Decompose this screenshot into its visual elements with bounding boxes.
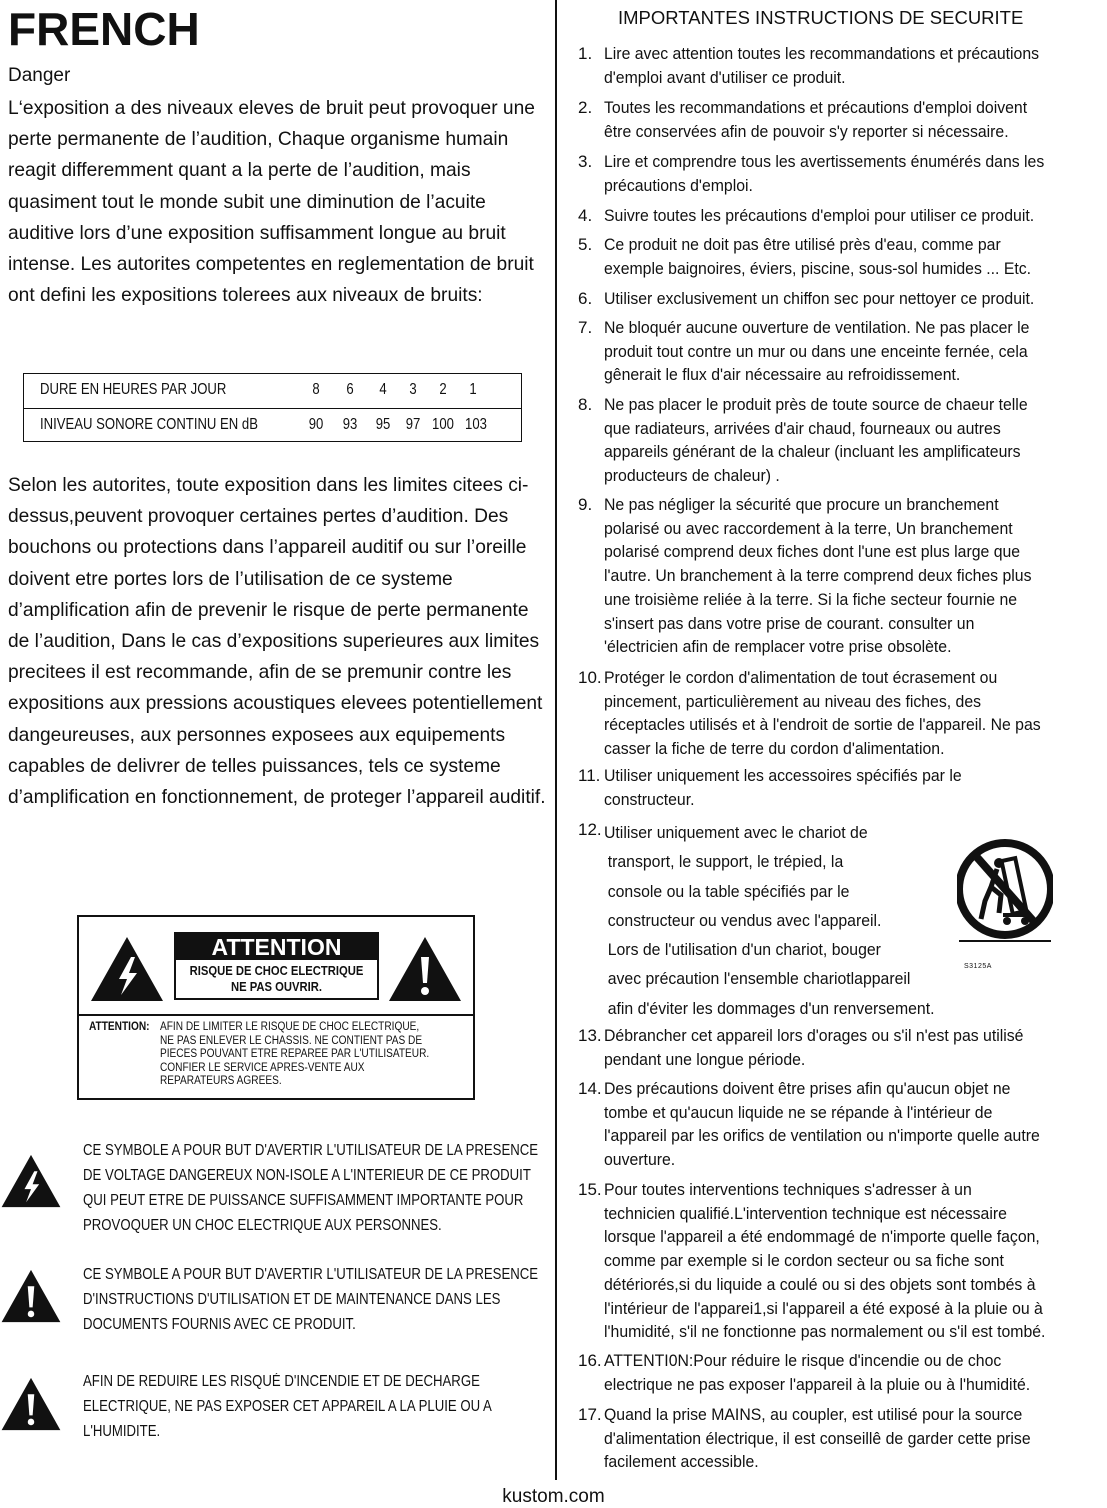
symbol-explanation-text xyxy=(83,1262,539,1337)
instruction-text-line: être conservées afin de pouvoir s'y reporter si nécessaire. xyxy=(604,121,1009,141)
noise-table-cell: 2 xyxy=(439,381,447,398)
instruction-text-line: electrique ne pas exposer l'appareil à la pluie ou à l'humidité. xyxy=(604,1374,1031,1394)
instruction-text-line: exemple baignoires, éviers, piscine, sous-sol humides ... Etc. xyxy=(604,258,1032,278)
instruction-text xyxy=(604,96,1027,143)
instruction-number: 12. xyxy=(578,820,602,839)
instruction-number: 14. xyxy=(578,1079,602,1098)
page-title: FRENCH xyxy=(8,3,200,55)
instruction-text-line: 'électricien afin de remplacer votre prise obsolète. xyxy=(604,637,952,657)
noise-table-cell: 100 xyxy=(432,416,454,433)
danger-label: Danger xyxy=(8,65,71,86)
noise-table-cell: 1 xyxy=(469,381,477,398)
instruction-number: 3. xyxy=(578,152,593,171)
instruction-text-line: ouverture. xyxy=(604,1150,676,1170)
symbol-text-line: QUI PEUT ETRE DE PUISSANCE SUFFISAMMENT IMPORTANTE POUR xyxy=(83,1192,524,1209)
hearing-protection-paragraph: Selon les autorites, toute exposition dans les limites citees ci-dessus,peuvent provoquer certaines pertes d’audition. Des bouchons ou protections dans l’appareil auditif ou sur l’oreille doivent etre portes lors de l’utilisation de ce systeme d’amplification afin de prevenir le risque de perte permanente de l’audition, Dans le cas d’expositions superieures aux limites precitees il est recommande, afin de se premunir contre les expositions aux pressions acoustiques elevees potentiellement dangeureuses, aux personnes exposees aux equipements capables de delivrer de telles puissances, tels ce systeme d’amplification en fonctionnement, de proteger l’appareil auditif. xyxy=(8,475,546,809)
instruction-text xyxy=(604,818,935,1023)
noise-exposure-table xyxy=(23,373,522,442)
symbol-explanation-text xyxy=(83,1369,525,1444)
instruction-text-line: console ou la table spécifiés par le xyxy=(607,881,850,901)
instruction-text-line: d'alimentation électrique, il est conseillê de garder cette prise xyxy=(604,1428,1031,1448)
attention-title: ATTENTION xyxy=(176,934,377,960)
instruction-text xyxy=(604,204,1034,228)
exclamation-triangle-icon xyxy=(0,1268,62,1324)
instruction-text-line: Ne pas négliger la sécurité que procure un branchement xyxy=(604,495,999,514)
instruction-text-line: pincement, particulièrement au niveau des fiches, des xyxy=(604,691,982,711)
electric-shock-warning-box xyxy=(77,915,475,1100)
instruction-text-line: Protéger le cordon d'alimentation de tout écrasement ou xyxy=(604,668,998,687)
symbol-text-line: PROVOQUER UN CHOC ELECTRIQUE AUX PERSONNES. xyxy=(83,1217,442,1234)
instruction-text xyxy=(604,316,1029,387)
noise-table-cell: 4 xyxy=(379,381,387,398)
instruction-text xyxy=(604,1403,1031,1474)
symbol-text-line: CE SYMBOLE A POUR BUT D'AVERTIR L'UTILISATEUR DE LA PRESENCE xyxy=(83,1142,539,1159)
instruction-text-line: polarisé comprend deux fiches dont l'une est plus large que xyxy=(604,542,1021,562)
noise-table-cell: 6 xyxy=(346,381,354,398)
noise-table-hours-row xyxy=(24,374,521,409)
instruction-text-line: Toutes les recommandations et précautions d'emploi doivent xyxy=(604,98,1028,117)
cart-symbol-code: S3125A xyxy=(964,963,992,970)
instruction-text xyxy=(604,1349,1030,1396)
instruction-number: 15. xyxy=(578,1180,602,1199)
instruction-text-line: produit tout contre un mur ou dans une enceinte fernée, cela xyxy=(604,341,1028,361)
warning-text-line: CONFIER LE SERVICE APRES-VENTE AUX xyxy=(160,1061,365,1074)
instruction-text-line: ATTENTI0N:Pour réduire le risque d'incendie ou de choc xyxy=(604,1351,1002,1370)
attention-subtitle-line: RISQUE DE CHOC ELECTRIQUE xyxy=(189,964,364,978)
instruction-text xyxy=(604,150,1044,197)
instruction-text-line: l'intérieur de l'apparei1,si l'appareil a été exposé à la pluie ou à xyxy=(604,1298,1043,1318)
noise-table-cell: 95 xyxy=(375,416,391,433)
instruction-text xyxy=(604,1024,1023,1071)
symbol-text-line: DE VOLTAGE DANGEREUX NON-ISOLE A L'INTERIEUR DE CE PRODUIT xyxy=(83,1167,531,1184)
noise-table-hours-label: DURE EN HEURES PAR JOUR xyxy=(40,381,227,398)
attention-subtitle-line: NE PAS OUVRIR. xyxy=(230,980,323,994)
instruction-text-line: Utiliser uniquement avec le chariot de xyxy=(604,823,868,842)
instruction-number: 16. xyxy=(578,1351,602,1370)
noise-table-cell: 3 xyxy=(409,381,417,398)
instruction-number: 1. xyxy=(578,44,593,63)
attention-subtitle xyxy=(186,963,367,995)
instruction-text xyxy=(604,493,1031,659)
lightning-triangle-icon xyxy=(0,1153,62,1209)
instruction-text xyxy=(604,666,1041,761)
symbol-text-line: D'INSTRUCTIONS D'UTILISATION ET DE MAINTENANCE DANS LES xyxy=(83,1291,501,1308)
warning-text-line: REPARATEURS AGREES. xyxy=(160,1075,282,1087)
instruction-text-line: transport, le support, le trépied, la xyxy=(607,852,844,872)
instruction-text-line: réceptacles utilisés et à l'endroit de sortie de l'appareil. Ne pas xyxy=(604,715,1041,735)
instruction-number: 4. xyxy=(578,206,593,225)
warning-text-line: AFIN DE LIMITER LE RISQUE DE CHOC ELECTRIQUE, xyxy=(160,1021,420,1033)
instruction-text-line: Lors de l'utilisation d'un chariot, bouger xyxy=(607,940,881,960)
instruction-number: 8. xyxy=(578,395,593,414)
instruction-text-line: producteurs de chaleur) . xyxy=(604,466,780,486)
symbol-text-line: AFIN DE REDUIRE LES RISQUÉ D'INCENDIE ET DE DECHARGE xyxy=(83,1373,480,1390)
noise-table-cell: 90 xyxy=(308,416,324,433)
instruction-text-line: Lire et comprendre tous les avertissements énumérés dans les xyxy=(604,152,1045,171)
instruction-text-line: constructeur. xyxy=(604,789,695,809)
instruction-text-line: casser la fiche de terre du cordon d'alimentation. xyxy=(604,739,945,759)
instruction-text-line: Débrancher cet appareil lors d'orages ou s'il n'est pas utilisé xyxy=(604,1026,1024,1045)
noise-table-cell: 97 xyxy=(405,416,421,433)
symbol-text-line: CE SYMBOLE A POUR BUT D'AVERTIR L'UTILISATEUR DE LA PRESENCE xyxy=(83,1266,539,1283)
instruction-text-line: détériorés,si du liquide a coulé ou si des objets sont tombés à xyxy=(604,1274,1036,1294)
instruction-text-line: polarisé ou avec raccordement à la terre, Un branchement xyxy=(604,518,1013,538)
instruction-text-line: pendant une longue période. xyxy=(604,1049,806,1069)
instruction-text-line: technicien qualifié.L'intervention technique est nécessaire xyxy=(604,1203,1007,1223)
lightning-triangle-icon xyxy=(89,935,165,1003)
symbol-explanation-text xyxy=(83,1138,539,1238)
instruction-text-line: l'humidité, s'il ne fonctionne pas normalement ou s'il est tombé. xyxy=(604,1322,1046,1342)
noise-table-db-label: INIVEAU SONORE CONTINU EN dB xyxy=(40,416,258,433)
symbol-text-line: DOCUMENTS FOURNIS AVEC CE PRODUIT. xyxy=(83,1316,356,1333)
cart-tip-over-icon xyxy=(957,829,1053,949)
instruction-text-line: Lire avec attention toutes les recommandations et précautions xyxy=(604,44,1040,63)
instructions-title: IMPORTANTES INSTRUCTIONS DE SECURITE xyxy=(618,7,1024,28)
noise-table-cell: 103 xyxy=(465,416,487,433)
instruction-text-line: Utiliser exclusivement un chiffon sec pour nettoyer ce produit. xyxy=(604,289,1035,308)
instruction-text-line: lorsque l'appareil a été endommagé de n'importe quelle façon, xyxy=(604,1227,1040,1247)
instruction-number: 7. xyxy=(578,318,593,337)
symbol-text-line: ELECTRIQUE, NE PAS EXPOSER CET APPAREIL A LA PLUIE OU A xyxy=(83,1398,492,1415)
instruction-text-line: Ce produit ne doit pas être utilisé près d'eau, comme par xyxy=(604,235,1001,254)
warning-box-header xyxy=(79,917,473,1016)
exclamation-triangle-icon xyxy=(387,935,463,1003)
noise-table-db-row xyxy=(24,409,521,443)
instruction-text-line: appareils générant de la chaleur (incluant les amplificateurs xyxy=(604,442,1021,462)
instruction-number: 10. xyxy=(578,668,602,687)
instruction-number: 13. xyxy=(578,1026,602,1045)
instruction-text-line: constructeur ou vendus avec l'appareil. xyxy=(607,910,882,930)
column-divider xyxy=(555,0,557,1480)
footer-website: kustom.com xyxy=(502,1486,605,1507)
instruction-text-line: Suivre toutes les précautions d'emploi pour utiliser ce produit. xyxy=(604,206,1035,225)
instruction-text xyxy=(604,42,1039,89)
instruction-text xyxy=(604,393,1028,488)
exclamation-triangle-icon xyxy=(0,1376,62,1432)
instruction-text-line: tombe et qu'aucun liquide ne se répande à l'intérieur de xyxy=(604,1102,993,1122)
instruction-text-line: que radiateurs, arrivées d'air chaud, fourneaux ou autres xyxy=(604,418,1001,438)
attention-label-block xyxy=(174,932,379,1000)
instruction-number: 17. xyxy=(578,1405,602,1424)
instruction-text-line: gênerait le flux d'air nécessaire au refroidissement. xyxy=(604,365,961,385)
instruction-text-line: afin d'éviter les dommages d'un renversement. xyxy=(607,998,935,1018)
instruction-text xyxy=(604,287,1034,311)
instruction-text xyxy=(604,1077,1040,1172)
instruction-text-line: Utiliser uniquement les accessoires spécifiés par le xyxy=(604,766,962,785)
warning-text-line: NE PAS ENLEVER LE CHASSIS. NE CONTIENT PAS DE xyxy=(160,1034,423,1047)
instruction-number: 11. xyxy=(578,766,601,785)
symbol-text-line: L'HUMIDITE. xyxy=(83,1423,161,1440)
instruction-number: 6. xyxy=(578,289,593,308)
warning-label: ATTENTION: xyxy=(89,1021,150,1033)
instruction-text-line: Ne bloquér aucune ouverture de ventilation. Ne pas placer le xyxy=(604,318,1030,337)
noise-table-cell: 93 xyxy=(342,416,358,433)
instruction-text xyxy=(604,1178,1045,1344)
instruction-text-line: l'autre. Un branchement à la terre comprend deux fiches plus xyxy=(604,566,1032,586)
instruction-text-line: facilement accessible. xyxy=(604,1452,759,1472)
instruction-text-line: comme par exemple si le cordon secteur ou sa fiche sont xyxy=(604,1251,1004,1271)
noise-table-cell: 8 xyxy=(312,381,320,398)
intro-paragraph: L‘exposition a des niveaux eleves de bruit peut provoquer une perte permanente de l’audition, Chaque organisme humain reagit differemment quant a la perte de l’audition, mais quasiment tout le monde subit une diminution de l’acuite auditive lors d’une exposition suffisamment longue au bruit intense. Les autorites competentes en reglementation de bruit ont defini les expositions tolerees aux niveaux de bruits: xyxy=(8,98,535,307)
instruction-number: 9. xyxy=(578,495,593,514)
instruction-number: 2. xyxy=(578,98,593,117)
instruction-text-line: d'emploi avant d'utiliser ce produit. xyxy=(604,67,846,87)
instruction-number: 5. xyxy=(578,235,593,254)
instruction-text xyxy=(604,233,1031,280)
instruction-text-line: Ne pas placer le produit près de toute source de chaeur telle xyxy=(604,395,1028,414)
instruction-text xyxy=(604,764,962,811)
instruction-text-line: s'insert pas dans votre prise de courant. consulter un xyxy=(604,613,975,633)
instruction-text-line: Pour toutes interventions techniques s'adresser à un xyxy=(604,1180,972,1199)
instruction-text-line: l'appareil par les orifics de ventilation ou n'importe quelle autre xyxy=(604,1126,1040,1146)
instruction-text-line: avec précaution l'ensemble chariotlappareil xyxy=(607,969,911,989)
warning-text xyxy=(160,1021,450,1089)
instruction-text-line: précautions d'emploi. xyxy=(604,175,753,195)
warning-text-line: PIECES POUVANT ETRE REPAREE PAR L'UTILISATEUR. xyxy=(160,1048,430,1060)
instruction-text-line: Des précautions doivent être prises afin qu'aucun objet ne xyxy=(604,1079,1011,1098)
instruction-text-line: une troisième reliée à la terre. Si la fiche secteur fournie ne xyxy=(604,589,1018,609)
instruction-text-line: Quand la prise MAINS, au coupler, est utilisé pour la source xyxy=(604,1405,1023,1424)
